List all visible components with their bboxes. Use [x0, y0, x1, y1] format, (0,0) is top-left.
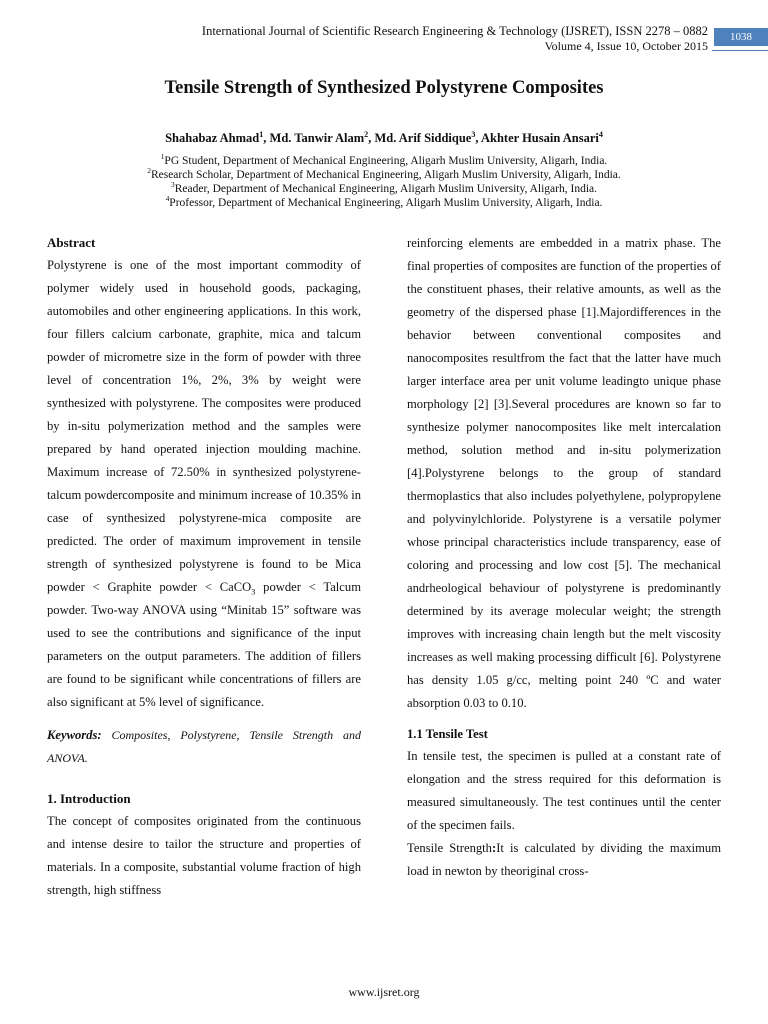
keywords: Keywords: Composites, Polystyrene, Tensile Strength and ANOVA. [47, 728, 361, 765]
footer-url: www.ijsret.org [348, 985, 420, 999]
author-list [0, 130, 768, 146]
affiliation-2: $^2$Research Scholar, Department of Mechanical Engineering, Aligarh Muslim University, Aligarh, India. [147, 166, 621, 181]
page-number-badge: 1038 [714, 28, 768, 46]
journal-header: International Journal of Scientific Research Engineering & Technology (IJSRET), ISSN 2278 – 0882 [201, 24, 708, 38]
right-column [407, 232, 721, 883]
volume-issue: Volume 4, Issue 10, October 2015 [544, 39, 708, 53]
affiliation-4: $^4$Professor, Department of Mechanical Engineering, Aligarh Muslim University, Aligarh, India. [165, 194, 603, 209]
introduction-body-part-2: reinforcing elements are embedded in a matrix phase. The final properties of composites are function of the properties of the constituent phases, their relative amounts, as well as the geometry of the dispersed phase [1].Majordifferences in the behavior between conventional composites and nanocomposites resultfrom the fact that the latter have much larger interface area per unit volume leadingto unique phase morphology [2] [3].Several procedures are known so far to synthesize polymer nanocomposites like melt intercalation method, solution method and in-situ polymerization [4].Polystyrene belongs to the group of standard thermoplastics that also includes polyethylene, polypropylene and polyvinylchloride. Polystyrene is a versatile polymer whose principal characteristics include transparency, ease of coloring and processing and low cost [5]. The mechanical andrheological behaviour of polystyrene is predominantly determined by its average molecular weight; the strength improves with increasing chain length but the melt viscosity increases as well making processing difficult [6]. Polystyrene has density 1.05 g/cc, melting point 240 ºC and water absorption 0.03 to 0.10. [407, 236, 721, 710]
author-4: Akhter Husain Ansari$^4$ [480, 129, 603, 145]
header-rule [712, 50, 768, 51]
affiliations [0, 154, 768, 210]
paper-title: Tensile Strength of Synthesized Polystyrene Composites [164, 78, 604, 98]
introduction-heading: 1. Introduction [47, 791, 131, 806]
author-1: Shahabaz Ahmad$^1$, [165, 129, 270, 145]
left-column [47, 232, 361, 902]
affiliation-3: $^3$Reader, Department of Mechanical Engineering, Aligarh Muslim University, Aligarh, India. [171, 180, 597, 195]
tensile-strength-paragraph: Tensile Strength:It is calculated by dividing the maximum load in newton by theoriginal cross- [407, 841, 721, 878]
affiliation-1: $^1$PG Student, Department of Mechanical Engineering, Aligarh Muslim University, Aligarh, India. [160, 152, 608, 167]
introduction-body-part-1: The concept of composites originated from the continuous and intense desire to tailor the structure and properties of materials. In a composite, substantial volume fraction of high strength, high stiffness [47, 814, 361, 897]
tensile-test-heading: 1.1 Tensile Test [407, 727, 488, 741]
author-2: Md. Tanwir Alam$^2$, [269, 129, 375, 145]
abstract-body: Polystyrene is one of the most important commodity of polymer widely used in household goods, packaging, automobiles and other engineering applications. In this work, four fillers calcium carbonate, graphite, mica and talcum powder of micrometre size in the form of powder with three level of concentration 1%, 2%, 3% by weight were synthesized with polystyrene. The composites were produced by in-situ polymerization method and the samples were prepared by hand operated injection moulding machine. Maximum increase of 72.50% in synthesized polystyrene-talcum powdercomposite and minimum increase of 10.35% in case of synthesized polystyrene-mica composite are predicted. The order of maximum improvement in tensile strength of synthesized polystyrene is found to be Mica powder < Graphite powder < CaCO$_3$ powder < Talcum powder. Two-way ANOVA using “Minitab 15” software was used to see the contributions and significance of the input parameters on the output parameters. The addition of fillers are found to be significant while concentrations of fillers are also significant at 5% level of significance. [47, 258, 361, 709]
abstract-heading: Abstract [47, 235, 96, 250]
author-3: Md. Arif Siddique$^3$, [374, 129, 481, 145]
tensile-test-body: In tensile test, the specimen is pulled at a constant rate of elongation and the stress required for this deformation is measured simultaneously. The test continues until the center of the specimen fails. [407, 749, 721, 832]
